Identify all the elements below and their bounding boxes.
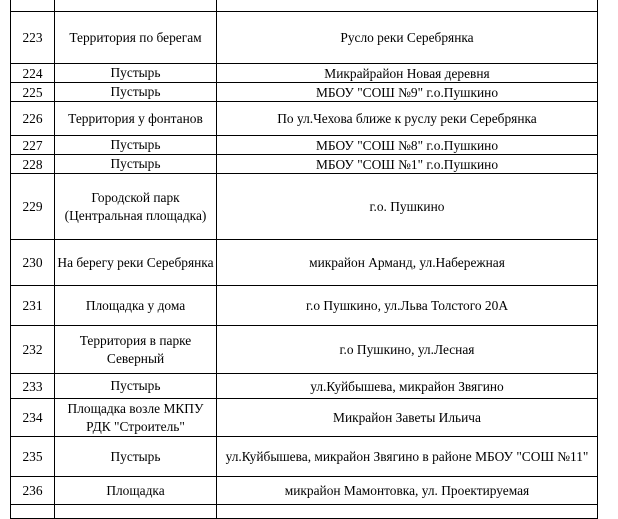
place-cell: Территория у фонтанов	[55, 102, 217, 136]
place-cell	[55, 0, 217, 12]
row-number-cell: 225	[11, 83, 55, 102]
row-number-cell: 231	[11, 286, 55, 326]
address-cell: г.о Пушкино, ул.Льва Толстого 20А	[217, 286, 598, 326]
table-row	[11, 174, 598, 240]
address-cell	[217, 505, 598, 519]
address-cell: ул.Куйбышева, микрайон Звягино в районе МБОУ "СОШ №11"	[217, 437, 598, 477]
address-cell: По ул.Чехова ближе к руслу реки Серебрянка	[217, 102, 598, 136]
table-row	[11, 12, 598, 64]
address-cell: МБОУ "СОШ №1" г.о.Пушкино	[217, 155, 598, 174]
row-number-cell: 236	[11, 477, 55, 505]
row-number-cell: 234	[11, 399, 55, 437]
row-number-cell: 232	[11, 326, 55, 374]
table-row	[11, 505, 598, 519]
table-row	[11, 83, 598, 102]
place-cell: Площадка возле МКПУ РДК "Строитель"	[55, 399, 217, 437]
address-cell: МБОУ "СОШ №9" г.о.Пушкино	[217, 83, 598, 102]
table-row	[11, 399, 598, 437]
place-cell	[55, 505, 217, 519]
address-cell: г.о Пушкино, ул.Лесная	[217, 326, 598, 374]
table-row	[11, 136, 598, 155]
address-cell: ул.Куйбышева, микрайон Звягино	[217, 374, 598, 399]
address-cell: г.о. Пушкино	[217, 174, 598, 240]
place-cell: Пустырь	[55, 437, 217, 477]
table-row	[11, 64, 598, 83]
row-number-cell: 227	[11, 136, 55, 155]
row-number-cell: 230	[11, 240, 55, 286]
row-number-cell: 235	[11, 437, 55, 477]
table-row	[11, 477, 598, 505]
row-number-cell: 226	[11, 102, 55, 136]
row-number-cell: 233	[11, 374, 55, 399]
place-cell: Территория в парке Северный	[55, 326, 217, 374]
address-cell: МБОУ "СОШ №8" г.о.Пушкино	[217, 136, 598, 155]
row-number-cell	[11, 505, 55, 519]
place-cell: Площадка у дома	[55, 286, 217, 326]
table-row	[11, 437, 598, 477]
row-number-cell: 229	[11, 174, 55, 240]
place-cell: Городской парк (Центральная площадка)	[55, 174, 217, 240]
table-row	[11, 102, 598, 136]
place-cell: Пустырь	[55, 83, 217, 102]
table-row	[11, 286, 598, 326]
table-row	[11, 240, 598, 286]
row-number-cell: 224	[11, 64, 55, 83]
address-cell	[217, 0, 598, 12]
address-cell: Русло реки Серебрянка	[217, 12, 598, 64]
place-cell: Пустырь	[55, 155, 217, 174]
table-row	[11, 326, 598, 374]
address-cell: Микрайон Заветы Ильича	[217, 399, 598, 437]
table-row	[11, 155, 598, 174]
place-cell: Пустырь	[55, 136, 217, 155]
place-cell: На берегу реки Серебрянка	[55, 240, 217, 286]
address-cell: микрайон Мамонтовка, ул. Проектируемая	[217, 477, 598, 505]
place-cell: Площадка	[55, 477, 217, 505]
address-cell: микрайон Арманд, ул.Набережная	[217, 240, 598, 286]
place-cell: Территория по берегам	[55, 12, 217, 64]
row-number-cell	[11, 0, 55, 12]
place-cell: Пустырь	[55, 64, 217, 83]
row-number-cell: 228	[11, 155, 55, 174]
dump-sites-table	[10, 0, 598, 519]
address-cell: Микрайрайон Новая деревня	[217, 64, 598, 83]
table-row	[11, 0, 598, 12]
row-number-cell: 223	[11, 12, 55, 64]
table-row	[11, 374, 598, 399]
place-cell: Пустырь	[55, 374, 217, 399]
